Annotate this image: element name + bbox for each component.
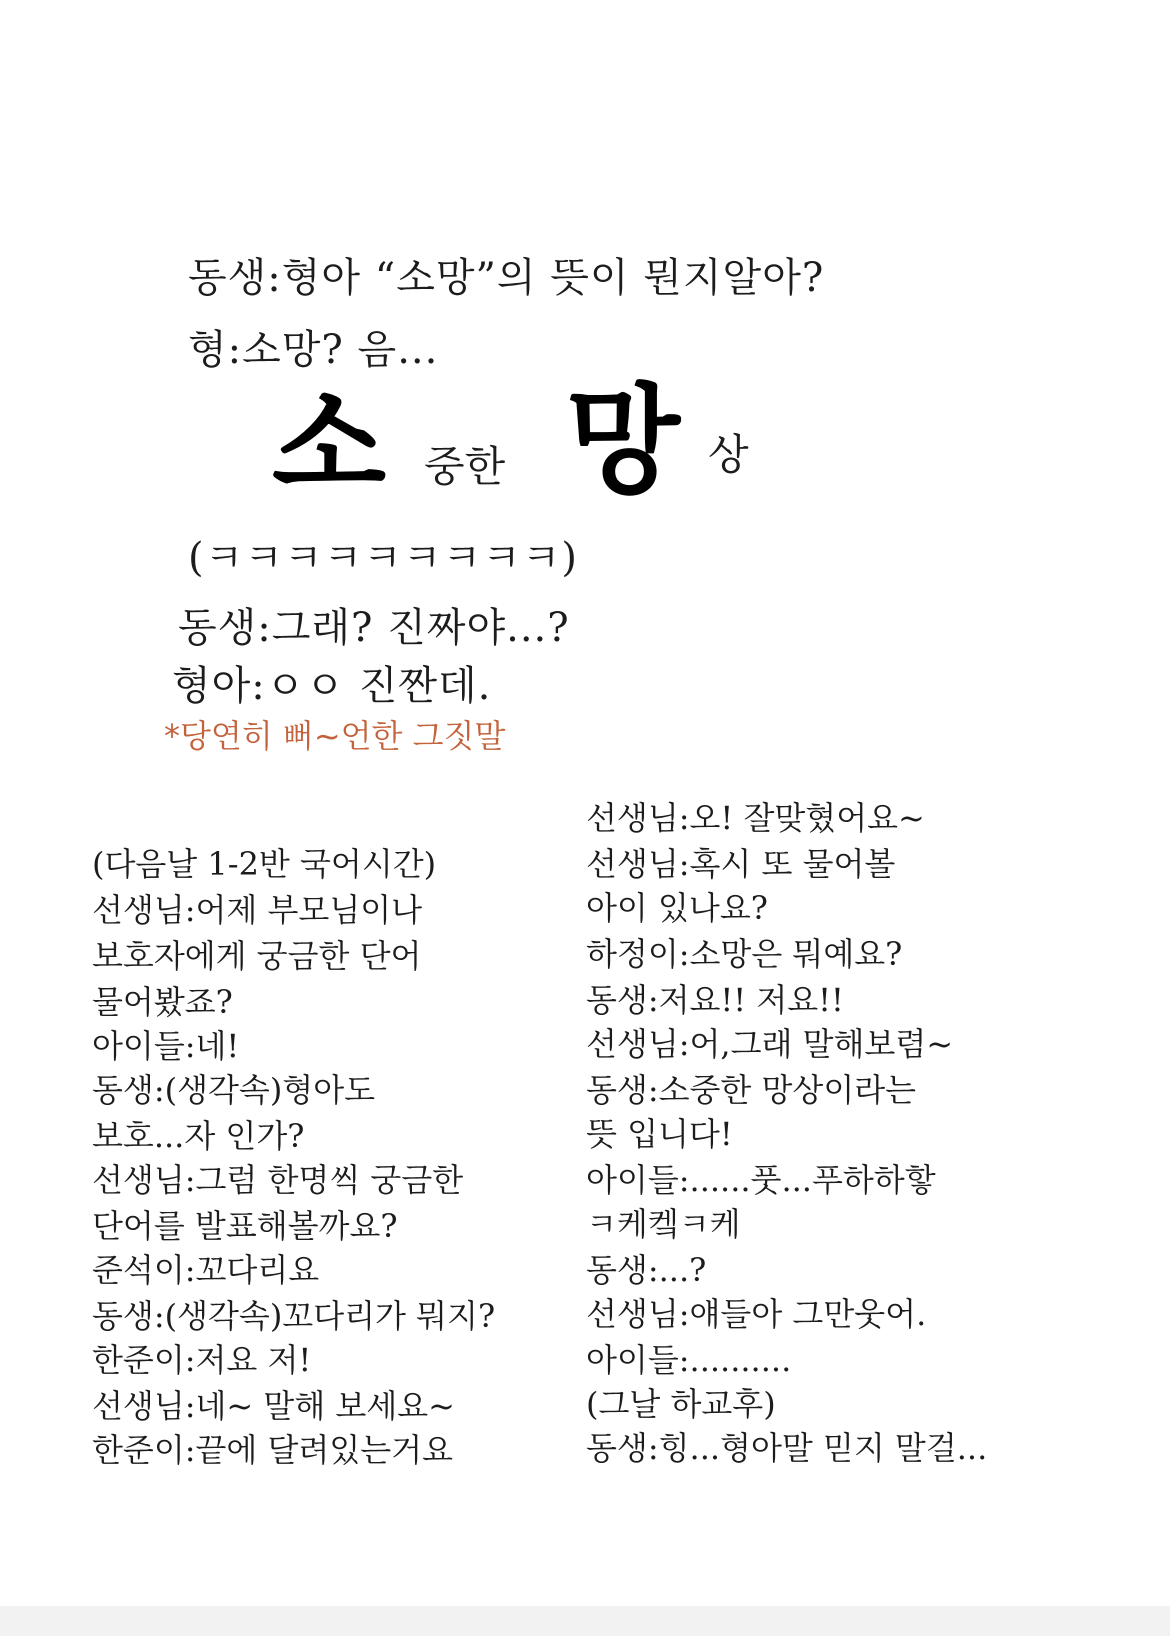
left-line-9: 단어를 발표해볼까요? [92, 1207, 398, 1245]
right-line-8: 뜻 입니다! [586, 1115, 733, 1153]
right-line-2: 선생님:혹시 또 물어볼 [586, 845, 896, 883]
left-line-7: 보호...자 인가? [92, 1117, 305, 1155]
dialogue-line-3: 동생:그래? 진짜야...? [178, 605, 570, 651]
left-line-6: 동생:(생각속)형아도 [92, 1071, 376, 1109]
right-line-11: 동생:...? [586, 1251, 707, 1289]
dialogue-line-1: 동생:형아 “소망”의 뜻이 뭔지알아? [188, 255, 825, 301]
right-line-10: ㅋ케켘ㅋ케 [586, 1205, 741, 1243]
right-line-9: 아이들:......풋...푸하하핳 [586, 1161, 936, 1199]
right-line-1: 선생님:오! 잘맞혔어요~ [586, 799, 925, 837]
left-line-5: 아이들:네! [92, 1027, 240, 1065]
right-line-13: 아이들:.......... [586, 1341, 792, 1379]
left-line-8: 선생님:그럼 한명씩 궁금한 [92, 1161, 464, 1199]
big-char-mang: 망 [566, 371, 680, 510]
left-line-4: 물어봤죠? [92, 983, 233, 1021]
left-line-3: 보호자에게 궁금한 단어 [92, 937, 422, 975]
right-line-14: (그날 하교후) [586, 1385, 776, 1423]
right-line-5: 동생:저요!! 저요!! [586, 981, 844, 1019]
left-line-1: (다음날 1-2반 국어시간) [92, 845, 437, 883]
right-line-15: 동생:힝...형아말 믿지 말걸... [586, 1429, 988, 1467]
page-bottom-strip [0, 1606, 1170, 1636]
dialogue-line-2: 형:소망? 음... [188, 327, 439, 373]
big-char-so: 소 [272, 375, 386, 514]
right-line-4: 하정이:소망은 뭐예요? [586, 935, 903, 973]
left-line-14: 한준이:끝에 달려있는거요 [92, 1431, 453, 1469]
right-line-6: 선생님:어,그래 말해보렴~ [586, 1025, 954, 1063]
left-line-13: 선생님:네~ 말해 보세요~ [92, 1387, 455, 1425]
laugh-line: (ㅋㅋㅋㅋㅋㅋㅋㅋㅋ) [188, 535, 578, 581]
footnote: *당연히 뻐~언한 그짓말 [164, 717, 506, 755]
right-line-12: 선생님:얘들아 그만웃어. [586, 1295, 927, 1333]
dialogue-line-4: 형아:ㅇㅇ 진짠데. [172, 663, 492, 709]
left-line-12: 한준이:저요 저! [92, 1341, 312, 1379]
left-line-11: 동생:(생각속)꼬다리가 뭐지? [92, 1297, 496, 1335]
word-jungan: 중한 [424, 442, 506, 491]
right-line-3: 아이 있나요? [586, 889, 768, 927]
right-line-7: 동생:소중한 망상이라는 [586, 1071, 917, 1109]
left-line-2: 선생님:어제 부모님이나 [92, 891, 423, 929]
left-line-10: 준석이:꼬다리요 [92, 1251, 320, 1289]
word-sang: 상 [708, 430, 749, 479]
